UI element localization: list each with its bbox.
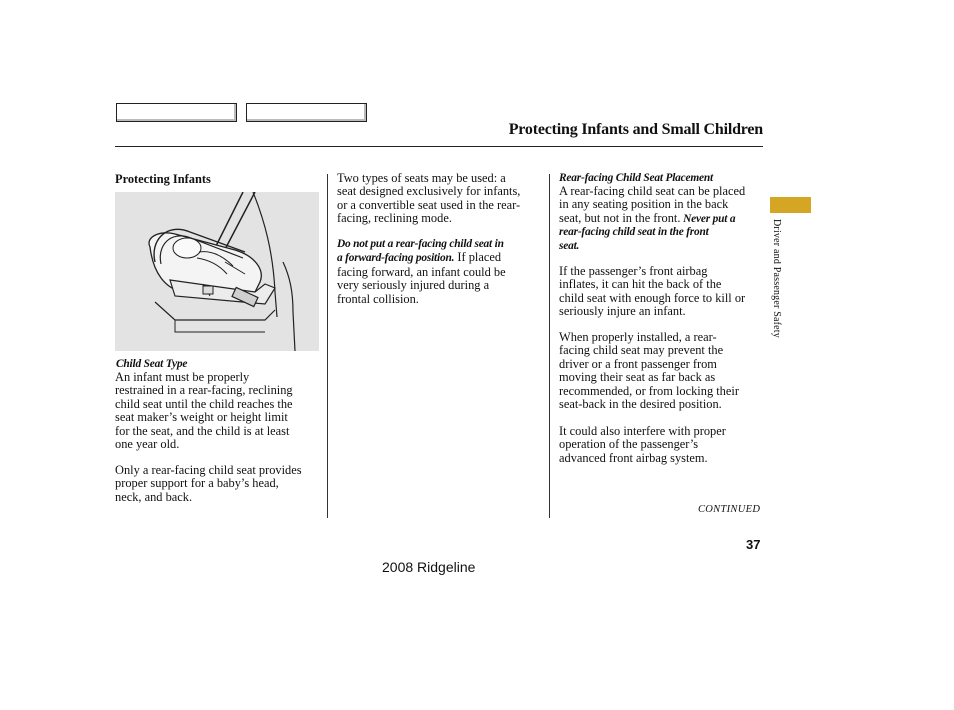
text-line: driver or a front passenger from (559, 356, 717, 371)
text-line: one year old. (115, 437, 180, 452)
page-title: Protecting Infants and Small Children (508, 121, 763, 138)
text-line: An infant must be properly (115, 370, 250, 384)
text-line: advanced front airbag system. (559, 450, 708, 465)
paragraph-seat-placement (559, 185, 767, 253)
text-line: child seat until the child reaches the (115, 396, 293, 411)
text-line: seriously injure an infant. (559, 304, 686, 319)
section-tab[interactable] (770, 197, 811, 213)
paragraph-airbag-interference (559, 425, 767, 465)
text-line: recommended, or from locking their (559, 383, 739, 398)
text-line: or a convertible seat used in the rear- (337, 197, 521, 212)
text-line: neck, and back. (115, 489, 193, 504)
text-line: child seat with enough force to kill or (559, 290, 746, 305)
text-line: seat maker’s weight or height limit (115, 410, 288, 425)
paragraph-seat-types (337, 172, 547, 226)
text-line: seat designed exclusively for infants, (337, 184, 521, 199)
paragraph-installation-effects (559, 331, 767, 411)
nav-box-previous[interactable] (116, 103, 237, 122)
text-span: If placed (454, 250, 502, 265)
text-line: Only a rear-facing child seat provides (115, 463, 302, 477)
text-line: It could also interfere with proper (559, 424, 726, 438)
text-line: proper support for a baby’s head, (115, 476, 279, 491)
text-line: for the seat, and the child is at least (115, 423, 290, 438)
text-line: inflates, it can hit the back of the (559, 277, 722, 292)
column-divider-2 (549, 174, 550, 518)
text-line: facing, reclining mode. (337, 211, 452, 226)
page-number: 37 (746, 537, 761, 552)
text-line: moving their seat as far back as (559, 370, 716, 385)
warning-text: Do not put a rear-facing child seat in (337, 238, 504, 250)
text-line: restrained in a rear-facing, reclining (115, 383, 293, 398)
text-span: seat, but not in the front. (559, 210, 681, 225)
paragraph-rear-facing-support (115, 464, 330, 504)
text-line: frontal collision. (337, 291, 419, 306)
text-line: in any seating position in the back (559, 197, 729, 212)
text-line: A rear-facing child seat can be placed (559, 184, 746, 198)
paragraph-forward-facing-warning (337, 238, 547, 306)
section-heading-seat-placement: Rear-facing Child Seat Placement (559, 172, 714, 184)
warning-text: seat. (559, 239, 580, 252)
text-line: seat-back in the desired position. (559, 397, 722, 412)
title-rule (115, 146, 763, 147)
infant-seat-drawing (115, 192, 319, 351)
warning-text: a forward-facing position. (337, 252, 455, 265)
section-heading-protecting-infants: Protecting Infants (115, 172, 211, 186)
text-line: If the passenger’s front airbag (559, 264, 708, 278)
text-line: very seriously injured during a (337, 278, 490, 293)
warning-text: rear-facing child seat in the front (559, 226, 709, 239)
footer-model-name: 2008 Ridgeline (382, 559, 476, 575)
text-line: facing forward, an infant could be (337, 264, 506, 279)
text-line: operation of the passenger’s (559, 437, 699, 452)
warning-text: Never put a (680, 212, 736, 225)
infant-seat-illustration (115, 192, 319, 351)
text-line: When properly installed, a rear- (559, 330, 717, 344)
nav-box-contents[interactable] (246, 103, 367, 122)
caption-child-seat-type: Child Seat Type (116, 358, 188, 370)
continued-marker: CONTINUED (698, 504, 761, 515)
paragraph-infant-restraint (115, 371, 330, 451)
text-line: Two types of seats may be used: a (337, 171, 506, 185)
section-tab-label: Driver and Passenger Safety (771, 219, 782, 338)
text-line: facing child seat may prevent the (559, 343, 724, 358)
paragraph-airbag-danger (559, 265, 767, 319)
